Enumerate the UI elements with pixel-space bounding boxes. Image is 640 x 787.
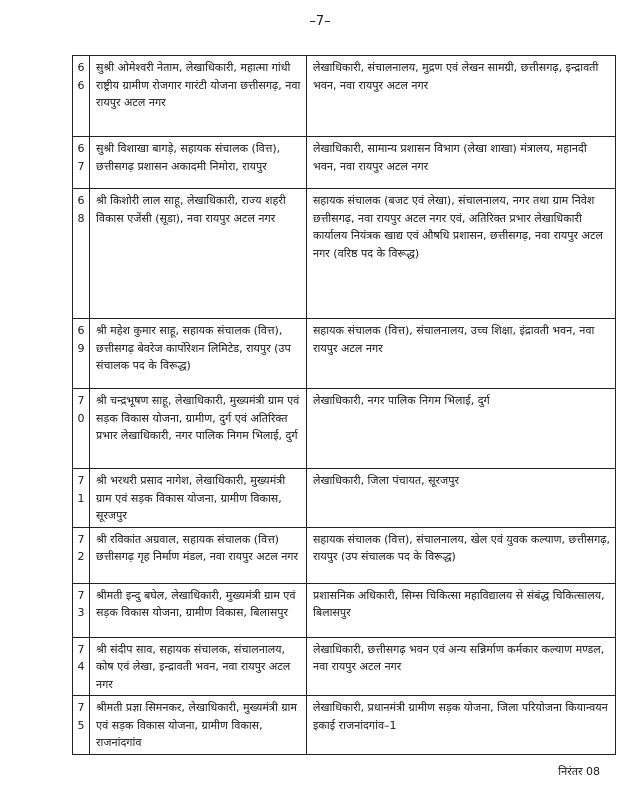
table-row: [73, 469, 616, 528]
table-row: [73, 583, 616, 637]
serial-number: 72: [73, 527, 90, 583]
serial-number: 71: [73, 469, 90, 528]
new-posting: सहायक संचालक (वित्त), संचालनालय, खेल एवं युवक कल्याण, छत्तीसगढ़, रायपुर (उप संचालक पद के विरूद्ध): [307, 527, 616, 583]
serial-number: 74: [73, 637, 90, 696]
continuation-note: निरंतर 08: [558, 765, 600, 778]
officer-details: श्रीमती इन्दु बघेल, लेखाधिकारी, मुख्यमंत्री ग्राम एवं सड़क विकास योजना, ग्रामीण विकास, बिलासपुर: [90, 583, 307, 637]
officer-details: श्री महेश कुमार साहू, सहायक संचालक (वित्त), छत्तीसगढ़ बेवरेज कार्पोरेशन लिमिटेड, रायपुर (उप संचालक पद के विरूद्ध): [90, 319, 307, 389]
new-posting: सहायक संचालक (वित्त), संचालनालय, उच्च शिक्षा, इंद्रावती भवन, नवा रायपुर अटल नगर: [307, 319, 616, 389]
serial-number: 73: [73, 583, 90, 637]
table-row: [73, 637, 616, 696]
serial-number: 67: [73, 137, 90, 189]
transfer-orders-table: [72, 55, 616, 755]
new-posting: लेखाधिकारी, संचालनालय, मुद्रण एवं लेखन सामग्री, छत्तीसगढ़, इन्द्रावती भवन, नवा रायपुर अटल नगर: [307, 56, 616, 137]
new-posting: लेखाधिकारी, सामान्य प्रशासन विभाग (लेखा शाखा) मंत्रालय, महानदी भवन, नवा रायपुर अटल नगर: [307, 137, 616, 189]
officer-details: श्री किशोरी लाल साहू, लेखाधिकारी, राज्य शहरी विकास एजेंसी (सूडा), नवा रायपुर अटल नगर: [90, 189, 307, 319]
serial-number: 68: [73, 189, 90, 319]
officer-details: श्रीमती प्रज्ञा सिमनकर, लेखाधिकारी, मुख्यमंत्री ग्राम एवं सड़क विकास योजना, ग्रामीण विकास, राजनांदगांव: [90, 696, 307, 755]
table-row: [73, 319, 616, 389]
table-row: [73, 137, 616, 189]
new-posting: सहायक संचालक (बजट एवं लेखा), संचालनालय, नगर तथा ग्राम निवेश छत्तीसगढ़, नवा रायपुर अटल नगर एवं, अतिरिक्त प्रभार लेखाधिकारी कार्यालय नियंत्रक खाद्य एवं औषधि प्रशासन, छत्तीसगढ़, नवा रायपुर अटल नगर (वरिष्ठ पद के विरूद्ध): [307, 189, 616, 319]
new-posting: प्रशासनिक अधिकारी, सिम्स चिकित्सा महाविद्यालय से संबंद्ध चिकित्सालय, बिलासपुर: [307, 583, 616, 637]
table-row: [73, 527, 616, 583]
officer-details: श्री संदीप साव, सहायक संचालक, संचालनालय, कोष एवं लेखा, इन्द्रावती भवन, नवा रायपुर अटल नगर: [90, 637, 307, 696]
serial-number: 70: [73, 389, 90, 469]
new-posting: लेखाधिकारी, नगर पालिक निगम भिलाई, दुर्ग: [307, 389, 616, 469]
new-posting: लेखाधिकारी, छत्तीसगढ़ भवन एवं अन्य सन्निर्माण कर्मकार कल्याण मण्डल, नवा रायपुर अटल नगर: [307, 637, 616, 696]
officer-details: श्री चन्द्रभूषण साहू, लेखाधिकारी, मुख्यमंत्री ग्राम एवं सड़क विकास योजना, ग्रामीण, दुर्ग एवं अतिरिक्त प्रभार लेखाधिकारी, नगर पालिक निगम भिलाई, दुर्ग: [90, 389, 307, 469]
new-posting: लेखाधिकारी, जिला पंचायत, सूरजपुर: [307, 469, 616, 528]
officer-details: सुश्री विशाखा बागड़े, सहायक संचालक (वित्त), छत्तीसगढ़ प्रशासन अकादमी निमोरा, रायपुर: [90, 137, 307, 189]
page-number: –7–: [309, 14, 331, 29]
officer-details: सुश्री ओमेश्वरी नेताम, लेखाधिकारी, महात्मा गांधी राष्ट्रीय ग्रामीण रोजगार गारंटी योजना छत्तीसगढ़, नवा रायपुर अटल नगर: [90, 56, 307, 137]
table-row: [73, 696, 616, 755]
officer-details: श्री रविकांत अग्रवाल, सहायक संचालक (वित्त) छत्तीसगढ़ गृह निर्माण मंडल, नवा रायपुर अटल नगर: [90, 527, 307, 583]
officer-details: श्री भरथरी प्रसाद नागेश, लेखाधिकारी, मुख्यमंत्री ग्राम एवं सड़क विकास योजना, ग्रामीण विकास, सूरजपुर: [90, 469, 307, 528]
table-row: [73, 189, 616, 319]
new-posting: लेखाधिकारी, प्रधानमंत्री ग्रामीण सड़क योजना, जिला परियोजना कियान्वयन इकाई राजनांदगांव–1: [307, 696, 616, 755]
serial-number: 69: [73, 319, 90, 389]
table-row: [73, 389, 616, 469]
table-row: [73, 56, 616, 137]
serial-number: 66: [73, 56, 90, 137]
serial-number: 75: [73, 696, 90, 755]
